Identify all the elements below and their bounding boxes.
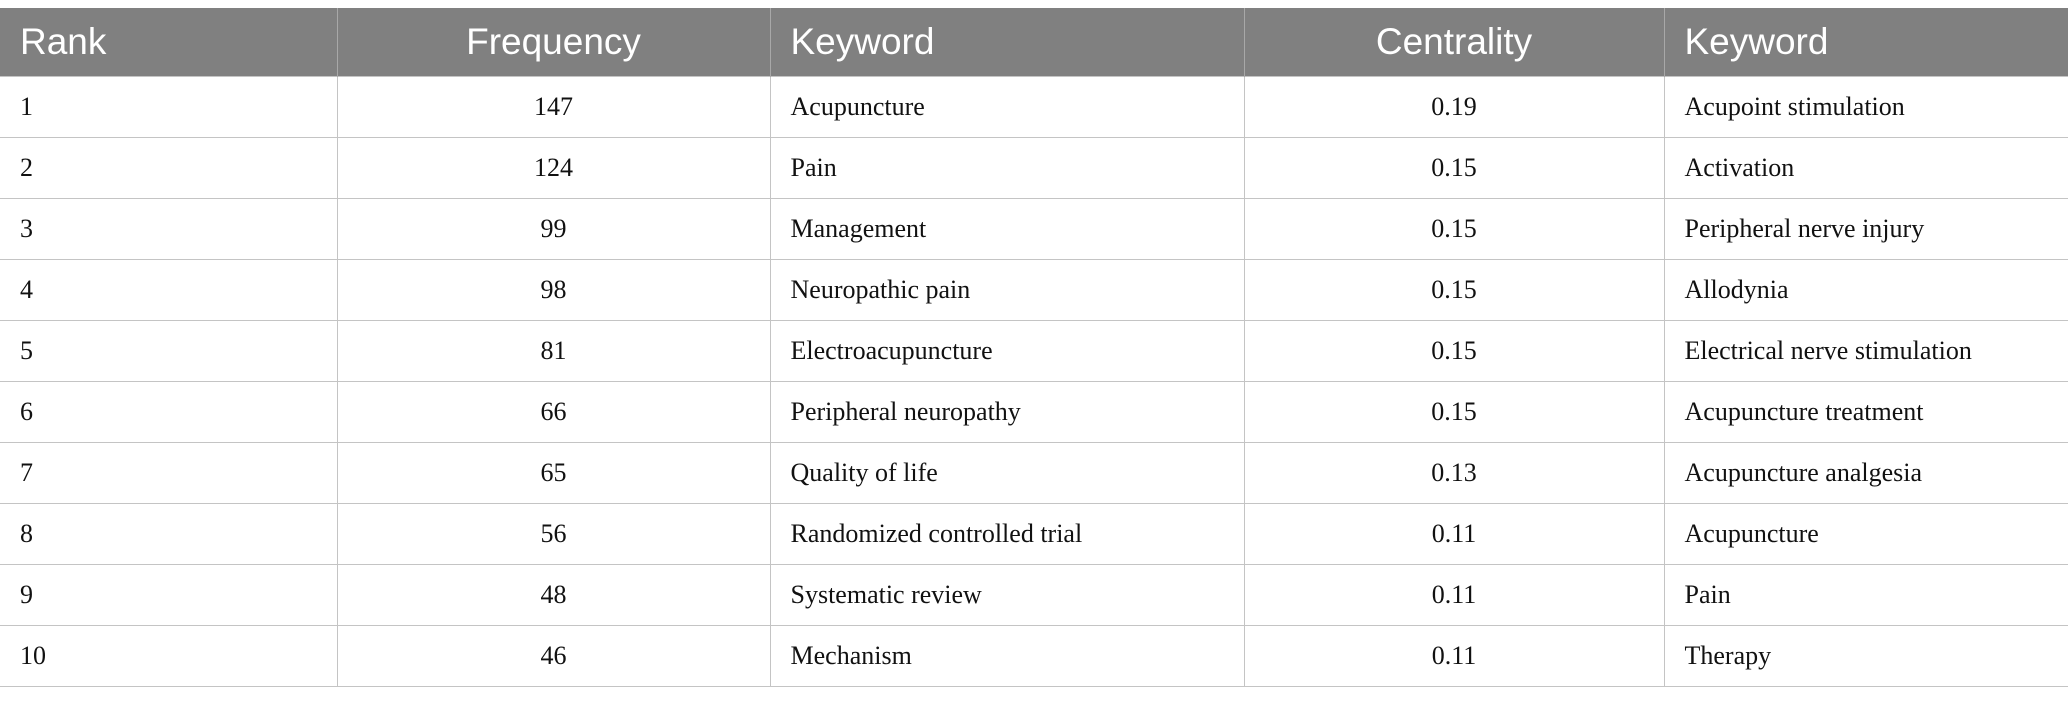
- rank-cell: 5: [0, 321, 337, 382]
- keyword-centrality-cell: Acupoint stimulation: [1664, 77, 2068, 138]
- keyword-cell: Quality of life: [770, 443, 1244, 504]
- centrality-cell: 0.15: [1244, 382, 1664, 443]
- table-row: [0, 138, 2068, 199]
- table-row: [0, 77, 2068, 138]
- rank-cell: 2: [0, 138, 337, 199]
- header-centrality: Centrality: [1244, 8, 1664, 77]
- rank-cell: 8: [0, 504, 337, 565]
- rank-cell: 3: [0, 199, 337, 260]
- frequency-cell: 66: [337, 382, 770, 443]
- header-row: [0, 8, 2068, 77]
- keyword-cell: Electroacupuncture: [770, 321, 1244, 382]
- table-row: [0, 260, 2068, 321]
- rank-cell: 10: [0, 626, 337, 687]
- centrality-cell: 0.15: [1244, 260, 1664, 321]
- keyword-centrality-cell: Activation: [1664, 138, 2068, 199]
- table-header: [0, 8, 2068, 77]
- keyword-cell: Management: [770, 199, 1244, 260]
- keyword-centrality-cell: Acupuncture treatment: [1664, 382, 2068, 443]
- rank-cell: 9: [0, 565, 337, 626]
- keyword-table: [0, 8, 2068, 687]
- frequency-cell: 124: [337, 138, 770, 199]
- header-keyword-frequency: Keyword: [770, 8, 1244, 77]
- table-row: [0, 321, 2068, 382]
- frequency-cell: 98: [337, 260, 770, 321]
- keyword-centrality-cell: Acupuncture analgesia: [1664, 443, 2068, 504]
- keyword-cell: Neuropathic pain: [770, 260, 1244, 321]
- frequency-cell: 81: [337, 321, 770, 382]
- frequency-cell: 56: [337, 504, 770, 565]
- keyword-centrality-cell: Electrical nerve stimulation: [1664, 321, 2068, 382]
- centrality-cell: 0.11: [1244, 626, 1664, 687]
- rank-cell: 6: [0, 382, 337, 443]
- keyword-cell: Acupuncture: [770, 77, 1244, 138]
- table-row: [0, 504, 2068, 565]
- frequency-cell: 147: [337, 77, 770, 138]
- table-row: [0, 565, 2068, 626]
- table-body: [0, 77, 2068, 687]
- centrality-cell: 0.11: [1244, 565, 1664, 626]
- keyword-cell: Randomized controlled trial: [770, 504, 1244, 565]
- frequency-cell: 46: [337, 626, 770, 687]
- centrality-cell: 0.15: [1244, 199, 1664, 260]
- table-row: [0, 199, 2068, 260]
- keyword-centrality-cell: Peripheral nerve injury: [1664, 199, 2068, 260]
- keyword-centrality-cell: Therapy: [1664, 626, 2068, 687]
- keyword-cell: Pain: [770, 138, 1244, 199]
- table-row: [0, 626, 2068, 687]
- rank-cell: 1: [0, 77, 337, 138]
- header-keyword-centrality: Keyword: [1664, 8, 2068, 77]
- keyword-centrality-cell: Pain: [1664, 565, 2068, 626]
- centrality-cell: 0.19: [1244, 77, 1664, 138]
- keyword-table-container: [0, 8, 2068, 687]
- keyword-cell: Peripheral neuropathy: [770, 382, 1244, 443]
- header-frequency: Frequency: [337, 8, 770, 77]
- rank-cell: 4: [0, 260, 337, 321]
- frequency-cell: 48: [337, 565, 770, 626]
- header-rank: Rank: [0, 8, 337, 77]
- centrality-cell: 0.11: [1244, 504, 1664, 565]
- keyword-cell: Mechanism: [770, 626, 1244, 687]
- frequency-cell: 65: [337, 443, 770, 504]
- table-row: [0, 382, 2068, 443]
- centrality-cell: 0.15: [1244, 321, 1664, 382]
- keyword-cell: Systematic review: [770, 565, 1244, 626]
- centrality-cell: 0.15: [1244, 138, 1664, 199]
- keyword-centrality-cell: Acupuncture: [1664, 504, 2068, 565]
- frequency-cell: 99: [337, 199, 770, 260]
- rank-cell: 7: [0, 443, 337, 504]
- keyword-centrality-cell: Allodynia: [1664, 260, 2068, 321]
- centrality-cell: 0.13: [1244, 443, 1664, 504]
- table-row: [0, 443, 2068, 504]
